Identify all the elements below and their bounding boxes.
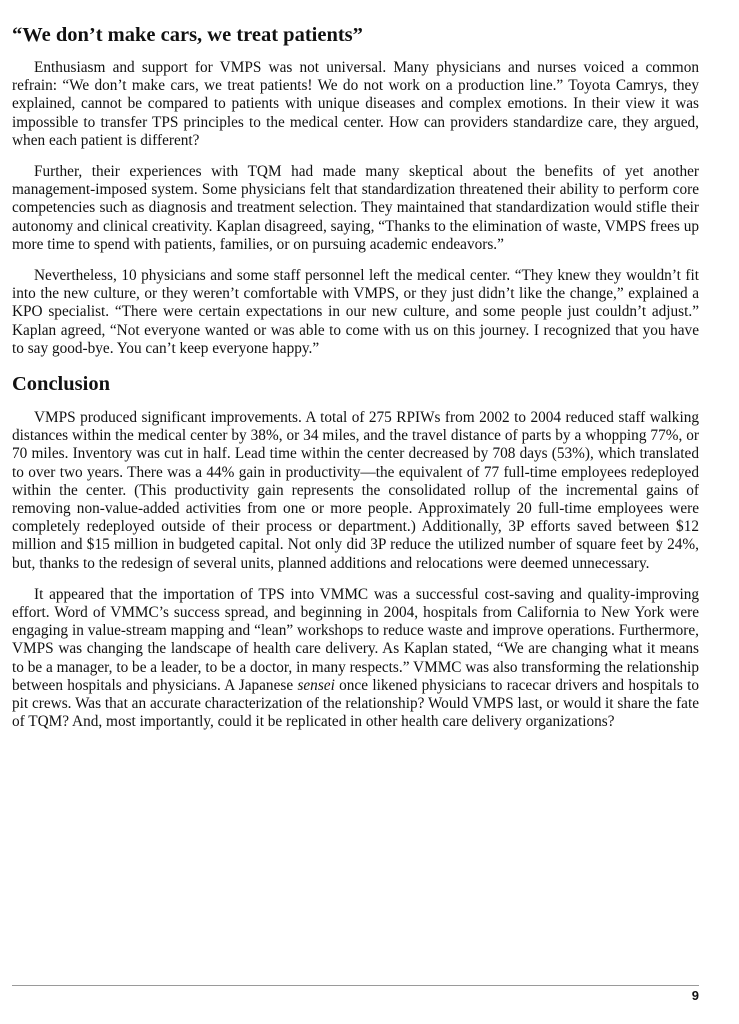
emphasis-term: sensei bbox=[297, 676, 335, 694]
paragraph bbox=[12, 586, 699, 732]
footer-divider bbox=[12, 985, 699, 986]
paragraph: VMPS produced significant improvements. A total of 275 RPIWs from 2002 to 2004 reduced staff walking distances within the medical center by 38%, or 34 miles, and the travel distance of parts by a whopping 77%, or 70 miles. Inventory was cut in half. Lead time within the center decreased by 708 days (53%), which translated to over two years. There was a 44% gain in productivity—the equivalent of 77 full-time employees redeployed within the center. (This productivity gain represents the consolidated rollup of the incremental gains of removing non-value-added activities from one or more people. Approximately 20 full-time employees were completely redeployed outside of their process or department.) Additionally, 3P efforts saved between $12 million and $15 million in budgeted capital. Not only did 3P reduce the utilized number of square feet by 24%, but, thanks to the redesign of several units, planned additions and relocations were deemed unnecessary. bbox=[12, 409, 699, 572]
section-conclusion bbox=[12, 371, 699, 731]
paragraph: Further, their experiences with TQM had made many skeptical about the benefits of yet another management-imposed system. Some physicians felt that standardization threatened their ability to perform core competencies such as diagnosis and treatment selection. They maintained that standardization would stifle their autonomy and clinical creativity. Kaplan disagreed, saying, “Thanks to the elimination of waste, VMPS frees up more time to spend with patients, families, or on pursuing academic endeavors.” bbox=[12, 163, 699, 253]
paragraph: Nevertheless, 10 physicians and some staff personnel left the medical center. “They knew they wouldn’t fit into the new culture, or they weren’t comfortable with VMPS, or they just didn’t like the change,” explained a KPO specialist. “There were certain expectations in our new culture, and some people just couldn’t adjust.” Kaplan agreed, “Not everyone wanted or was able to come with us on this journey. I recognized that you have to say good-bye. You can’t keep everyone happy.” bbox=[12, 267, 699, 357]
page-number: 9 bbox=[691, 988, 699, 1003]
paragraph: Enthusiasm and support for VMPS was not universal. Many physicians and nurses voiced a common refrain: “We don’t make cars, we treat patients! We do not work on a production line.” Toyota Camrys, they explained, cannot be compared to patients with unique diseases and complex emotions. In their view it was impossible to transfer TPS principles to the medical center. How can providers standardize care, they argued, when each patient is different? bbox=[12, 59, 699, 149]
section-heading: Conclusion bbox=[12, 373, 110, 396]
document-page bbox=[12, 22, 699, 745]
paragraph-text: It appeared that the importation of TPS into VMMC was a successful cost-saving and quality-improving effort. Word of VMMC’s success spread, and beginning in 2004, hospitals from California to New York were engaging in value-stream mapping and “lean” workshops to reduce waste and improve operations. Furthermore, VMPS was changing the landscape of health care delivery. As Kaplan stated, “We are changing what it means to be a manager, to be a leader, to be a doctor, in many respects.” VMMC was also transforming the relationship between hospitals and physicians. A Japanese bbox=[12, 585, 699, 694]
section-heading: “We don’t make cars, we treat patients” bbox=[12, 24, 363, 46]
section-dont-make-cars bbox=[12, 22, 699, 358]
paragraph-text: once likened physicians to racecar drivers and hospitals to pit crews. Was that an accurate characterization of the relationship? Would VMPS last, or would it share the fate of TQM? And, most importantly, could it be replicated in other health care delivery organizations? bbox=[12, 676, 699, 731]
